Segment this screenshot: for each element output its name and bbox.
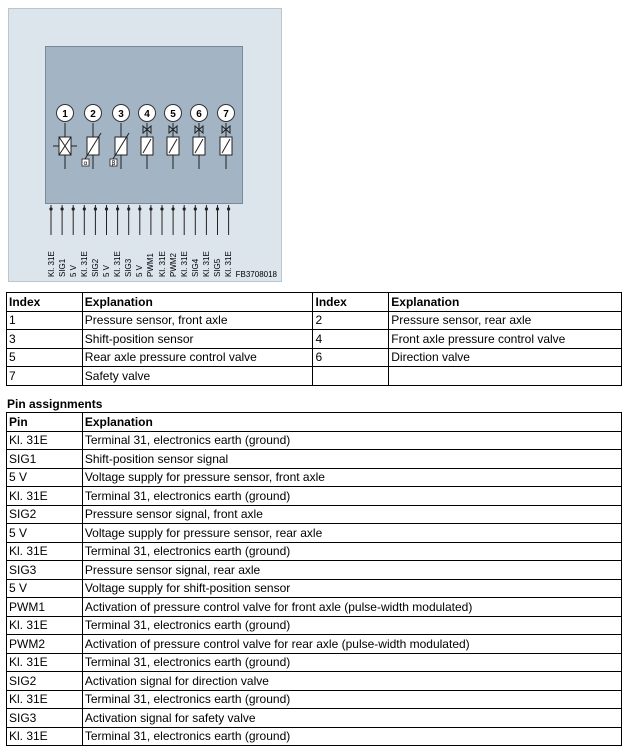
index_table-cell: 6: [313, 348, 389, 367]
index_table-cell: [313, 367, 389, 386]
pin-label: SIG3: [124, 258, 134, 277]
pin_table-cell: Terminal 31, electronics earth (ground): [82, 487, 621, 506]
component-number: 3: [118, 109, 124, 120]
pin-dot: [194, 207, 197, 210]
header-pin: Pin: [7, 413, 83, 432]
pin-label: 5 V: [102, 264, 111, 277]
pin-dot: [149, 207, 152, 210]
pin_table-row: [7, 598, 622, 617]
pin_table-row: [7, 468, 622, 487]
index-table: [6, 292, 622, 386]
pin-label: Kl. 31E: [224, 251, 234, 277]
pin_table-cell: Activation signal for safety valve: [82, 709, 621, 728]
pin_table-cell: Terminal 31, electronics earth (ground): [82, 727, 621, 746]
pin_table-cell: Kl. 31E: [7, 690, 83, 709]
index_table-cell: 3: [7, 330, 83, 349]
pin-label: SIG4: [190, 258, 200, 277]
pin-label: Kl. 31E: [201, 251, 211, 277]
pin_table-row: [7, 505, 622, 524]
pin_table-cell: PWM1: [7, 598, 83, 617]
pin_table-cell: Kl. 31E: [7, 542, 83, 561]
pin_table-cell: Kl. 31E: [7, 431, 83, 450]
header-explanation: Explanation: [82, 293, 313, 312]
pin-label: Kl. 31E: [113, 251, 123, 277]
pin_table-cell: Terminal 31, electronics earth (ground): [82, 653, 621, 672]
pin-label: SIG5: [213, 258, 222, 277]
pin_table-cell: SIG3: [7, 709, 83, 728]
header-explanation: Explanation: [389, 293, 622, 312]
pin-dot: [172, 207, 175, 210]
pin-dot: [205, 207, 208, 210]
pin_table-cell: 5 V: [7, 579, 83, 598]
index_table-cell: Rear axle pressure control valve: [82, 348, 313, 367]
pin_table-row: [7, 450, 622, 469]
pin_table-row: [7, 542, 622, 561]
pin_table-cell: Voltage supply for pressure sensor, front axle: [82, 468, 621, 487]
pin_table-row: [7, 579, 622, 598]
header-explanation: Explanation: [82, 413, 621, 432]
pin_table-row: [7, 709, 622, 728]
index_table-row: [7, 330, 622, 349]
sensor-mark: β: [111, 160, 116, 167]
pin_table-row: [7, 653, 622, 672]
index_table-cell: 1: [7, 311, 83, 330]
pin-dot: [72, 207, 75, 210]
pin-label: Kl. 31E: [46, 251, 56, 277]
pin-dot: [138, 207, 141, 210]
index_table-cell: Pressure sensor, rear axle: [389, 311, 622, 330]
pin-dot: [61, 207, 64, 210]
pin-label: PWM2: [168, 253, 178, 277]
index_table-cell: Safety valve: [82, 367, 313, 386]
pin-label: SIG1: [57, 258, 67, 277]
pin-dot: [83, 207, 86, 210]
pin_table-cell: SIG2: [7, 672, 83, 691]
pin-table: [6, 412, 622, 746]
pin_table-cell: Voltage supply for pressure sensor, rear axle: [82, 524, 621, 543]
index_table-row: [7, 348, 622, 367]
pin_table-cell: 5 V: [7, 468, 83, 487]
index_table-row: [7, 367, 622, 386]
index_table-cell: 5: [7, 348, 83, 367]
pin_table-cell: Terminal 31, electronics earth (ground): [82, 431, 621, 450]
pin-label: PWM1: [146, 253, 156, 277]
pin_table-row: [7, 616, 622, 635]
pin-label: 5 V: [68, 264, 78, 277]
diagram-graphics: [9, 9, 283, 283]
pin-dot: [127, 207, 130, 210]
index_table-cell: Front axle pressure control valve: [389, 330, 622, 349]
pin-dot: [183, 207, 186, 210]
index_table-cell: Direction valve: [389, 348, 622, 367]
pin_table-cell: Kl. 31E: [7, 487, 83, 506]
sensor-mark: α: [83, 160, 88, 167]
pin_table-cell: Kl. 31E: [7, 727, 83, 746]
pin_table-cell: 5 V: [7, 524, 83, 543]
pin_table-row: [7, 561, 622, 580]
pin_table-cell: Voltage supply for shift-position sensor: [82, 579, 621, 598]
pin-label: SIG2: [90, 258, 100, 277]
component-number: 5: [170, 109, 176, 120]
pin_table-cell: Activation signal for direction valve: [82, 672, 621, 691]
pin-dot: [116, 207, 119, 210]
pin_table-row: [7, 690, 622, 709]
pin_table-cell: Kl. 31E: [7, 653, 83, 672]
pin_table-cell: Activation of pressure control valve for front axle (pulse-width modulated): [82, 598, 621, 617]
wiring-diagram: [8, 8, 282, 282]
pin_table-cell: Pressure sensor signal, front axle: [82, 505, 621, 524]
index_table-cell: 2: [313, 311, 389, 330]
index_table-cell: 7: [7, 367, 83, 386]
pin-label: Kl. 31E: [157, 251, 167, 277]
pin_table-row: [7, 524, 622, 543]
component-number: 6: [196, 109, 202, 120]
pin_table-cell: Kl. 31E: [7, 616, 83, 635]
pin_table-cell: SIG2: [7, 505, 83, 524]
pin-label: Kl. 31E: [179, 251, 189, 277]
pin_table-cell: Terminal 31, electronics earth (ground): [82, 542, 621, 561]
header-index: Index: [313, 293, 389, 312]
header-index: Index: [7, 293, 83, 312]
index_table-cell: [389, 367, 622, 386]
pin-dot: [94, 207, 97, 210]
pin-label: 5 V: [135, 264, 145, 277]
component-number: 2: [90, 109, 96, 120]
pin_table-cell: SIG3: [7, 561, 83, 580]
pin_table-cell: Terminal 31, electronics earth (ground): [82, 616, 621, 635]
index-table-header: [7, 293, 622, 312]
pin_table-cell: PWM2: [7, 635, 83, 654]
pin_table-row: [7, 672, 622, 691]
pin-dot: [49, 207, 52, 210]
pin-dot: [160, 207, 163, 210]
pin-dot: [216, 207, 219, 210]
index_table-row: [7, 311, 622, 330]
pin-dot: [227, 207, 230, 210]
pin_table-cell: Activation of pressure control valve for rear axle (pulse-width modulated): [82, 635, 621, 654]
pin_table-cell: Pressure sensor signal, rear axle: [82, 561, 621, 580]
pin-assignments-title: Pin assignments: [7, 397, 103, 411]
pin_table-cell: Terminal 31, electronics earth (ground): [82, 690, 621, 709]
pin-dot: [105, 207, 108, 210]
pin_table-row: [7, 635, 622, 654]
index_table-cell: 4: [313, 330, 389, 349]
pin_table-row: [7, 487, 622, 506]
index_table-cell: Shift-position sensor: [82, 330, 313, 349]
pin_table-row: [7, 431, 622, 450]
figure-code: FB3708018: [235, 270, 277, 279]
pin_table-cell: Shift-position sensor signal: [82, 450, 621, 469]
component-number: 7: [223, 109, 229, 120]
pin_table-cell: SIG1: [7, 450, 83, 469]
component-number: 4: [144, 109, 150, 120]
pin-table-header: [7, 413, 622, 432]
component-number: 1: [62, 109, 68, 120]
pin-label: Kl. 31E: [79, 251, 89, 277]
pin_table-row: [7, 727, 622, 746]
index_table-cell: Pressure sensor, front axle: [82, 311, 313, 330]
